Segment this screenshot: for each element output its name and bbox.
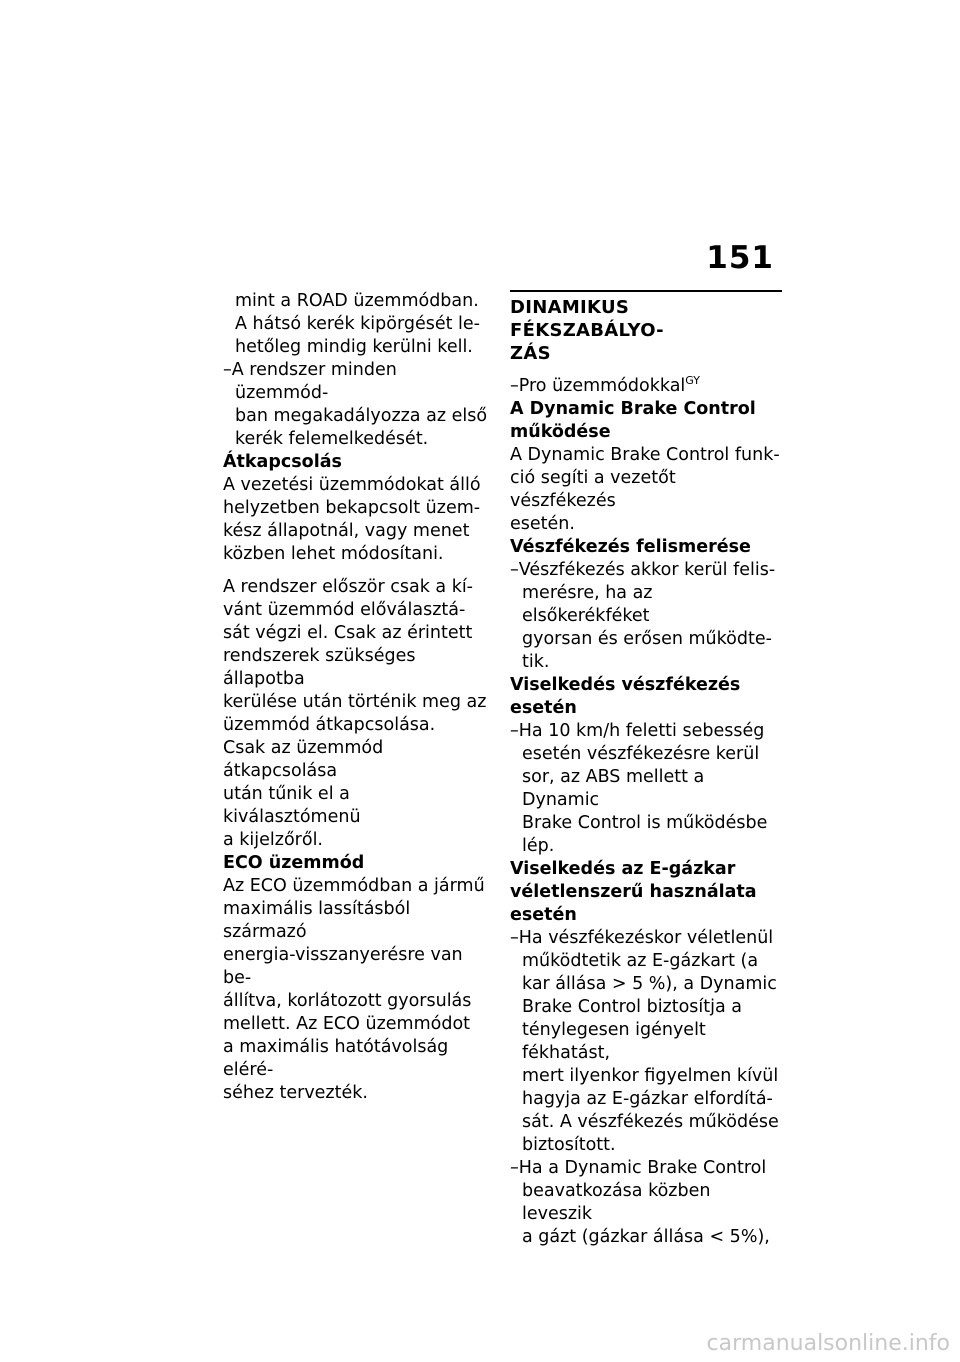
text-line: vánt üzemmód előválasztá- (223, 600, 466, 620)
text-line: A vezetési üzemmódokat álló (223, 475, 481, 495)
equipment-code: GY (685, 374, 700, 387)
text-line: sor, az ABS mellett a Dynamic (522, 767, 705, 810)
text-line: helyzetben bekapcsolt üzem- (223, 498, 481, 518)
text-line: biztosított. (522, 1135, 616, 1155)
paragraph (223, 576, 491, 737)
bullet-item (510, 927, 782, 1157)
text-line: –Vészfékezés akkor kerül felis- (510, 560, 776, 580)
text-line: beavatkozása közben leveszik (522, 1181, 711, 1224)
section-heading-eco: ECO üzemmód (223, 853, 365, 873)
text-line: rendszerek szükséges állapotba (223, 646, 416, 689)
left-column (223, 290, 491, 1105)
text-line: tik. (522, 652, 550, 672)
text-line: Brake Control is működésbe (522, 813, 768, 833)
paragraph (510, 444, 782, 536)
text-line: hetőleg mindig kerülni kell. (235, 337, 473, 357)
page-number: 151 (706, 240, 774, 276)
text-line: hagyja az E-gázkar elfordítá- (522, 1089, 773, 1109)
paragraph (223, 474, 491, 566)
text-line: –Ha 10 km/h feletti sebesség (510, 721, 765, 741)
bullet-item (510, 720, 782, 858)
text-line: ténylegesen igényelt fékhatást, (522, 1020, 706, 1063)
text-line: állítva, korlátozott gyorsulás (223, 991, 472, 1011)
heading-line: ZÁS (510, 343, 551, 364)
chapter-heading (510, 290, 782, 365)
text-line: merésre, ha az elsőkerékféket (522, 583, 653, 626)
text-line: mellett. Az ECO üzemmódot (223, 1014, 471, 1034)
text-line: kar állása > 5 %), a Dynamic (522, 974, 777, 994)
text-line: esetén vészfékezésre kerül (522, 744, 760, 764)
section-heading-dbc (510, 398, 782, 444)
heading-line: Viselkedés az E-gázkar (510, 859, 736, 879)
text-line: A rendszer először csak a kí- (223, 577, 473, 597)
paragraph (223, 875, 491, 1105)
bullet-item (223, 359, 491, 451)
paragraph (223, 737, 491, 852)
section-heading-gazkar (510, 858, 782, 927)
text-line: közben lehet módosítani. (223, 544, 444, 564)
heading-line: véletlenszerű használata (510, 882, 757, 902)
text-line: üzemmód átkapcsolása. (223, 715, 436, 735)
bullet-item (510, 559, 782, 674)
heading-line: esetén (510, 905, 577, 925)
text-line: energia-visszanyerésre van be- (223, 945, 463, 988)
text-line: lép. (522, 836, 555, 856)
text-line: gyorsan és erősen működte- (522, 629, 772, 649)
text-line: a maximális hatótávolság eléré- (223, 1037, 449, 1080)
text-line: –Ha vészfékezéskor véletlenül (510, 928, 774, 948)
text-line: Csak az üzemmód átkapcsolása (223, 738, 384, 781)
text-line: működtetik az E-gázkart (a (522, 951, 759, 971)
text-line: mint a ROAD üzemmódban. (235, 291, 479, 311)
text-line: A Dynamic Brake Control funk- (510, 445, 780, 465)
text-line: mert ilyenkor figyelmen kívül (522, 1066, 779, 1086)
watermark: carmanualsonline.info (706, 1331, 950, 1356)
heading-line: A Dynamic Brake Control (510, 399, 756, 419)
text-line: –A rendszer minden üzemmód- (223, 360, 397, 403)
bullet-item (510, 1157, 782, 1249)
section-heading-viselkedes: Viselkedés vészfékezés esetén (510, 675, 741, 718)
text-line: után tűnik el a kiválasztómenü (223, 784, 361, 827)
text-line: kész állapotnál, vagy menet (223, 521, 470, 541)
section-heading-atkapcsolas: Átkapcsolás (223, 452, 342, 472)
text-line: kerülése után történik meg az (223, 692, 487, 712)
text-line: ban megakadályozza az első (235, 406, 488, 426)
text-line: A hátsó kerék kipörgését le- (235, 314, 480, 334)
right-column (510, 290, 782, 1249)
heading-line: működése (510, 422, 611, 442)
text-line: kerék felemelkedését. (235, 429, 429, 449)
continued-text (223, 290, 491, 359)
text-line: ció segíti a vezetőt vészfékezés (510, 468, 676, 511)
text-line: maximális lassításból származó (223, 899, 411, 942)
text-line: Az ECO üzemmódban a jármű (223, 876, 485, 896)
text-line: sát végzi el. Csak az érintett (223, 623, 473, 643)
text-line: séhez tervezték. (223, 1083, 368, 1103)
text-line: a gázt (gázkar állása < 5%), (522, 1227, 770, 1247)
text-line: a kijelzőről. (223, 830, 323, 850)
equipment-note-text: –Pro üzemmódokkal (510, 376, 686, 396)
text-line: sát. A vészfékezés működése (522, 1112, 779, 1132)
heading-line: DINAMIKUS FÉKSZABÁLYO- (510, 297, 664, 341)
equipment-note (510, 375, 782, 398)
text-line: –Ha a Dynamic Brake Control (510, 1158, 767, 1178)
text-line: esetén. (510, 514, 575, 534)
section-heading-felismeres: Vészfékezés felismerése (510, 537, 751, 557)
text-line: Brake Control biztosítja a (522, 997, 743, 1017)
